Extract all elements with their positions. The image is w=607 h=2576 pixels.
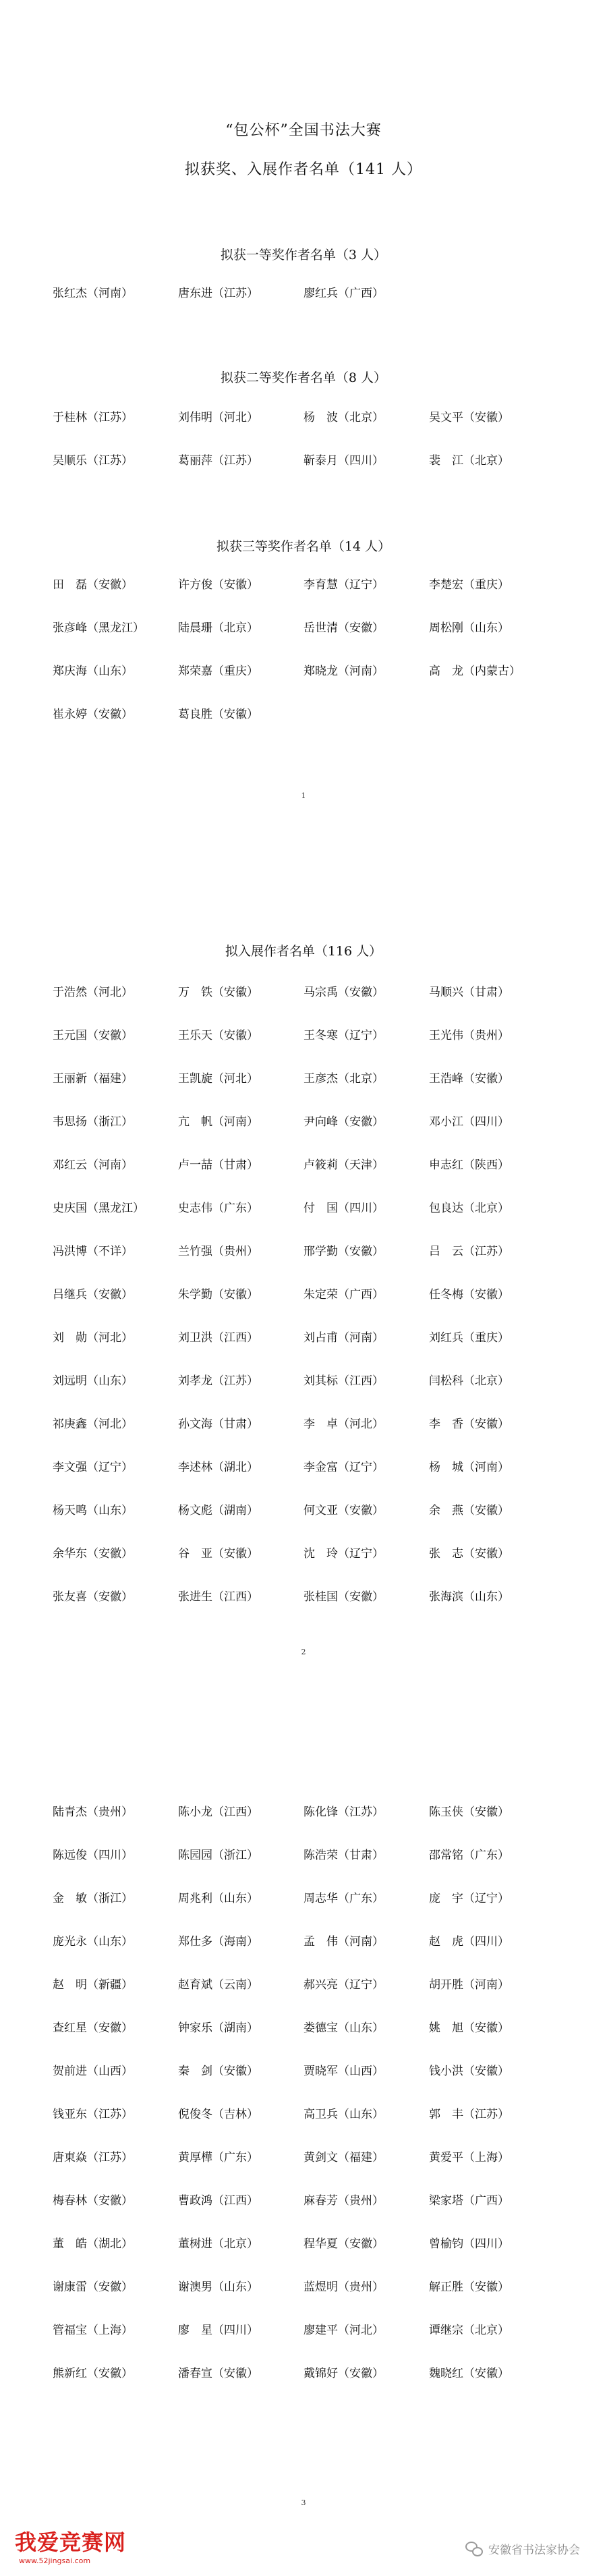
author-entry: 孙文海（甘肃） (178, 1418, 258, 1431)
author-entry: 钱亚东（江苏） (53, 2108, 133, 2121)
page-number: 1 (301, 791, 306, 800)
author-entry: 王浩峰（安徽） (429, 1072, 509, 1086)
author-entry: 梁家塔（广西） (429, 2194, 509, 2208)
author-entry: 韦思扬（浙江） (53, 1115, 133, 1129)
author-entry: 王光伟（贵州） (429, 1029, 509, 1042)
author-entry: 李述林（湖北） (178, 1461, 258, 1474)
author-entry: 邵常铭（广东） (429, 1849, 509, 1862)
author-entry: 杨文彪（湖南） (178, 1504, 258, 1517)
author-entry: 张进生（江西） (178, 1590, 258, 1604)
author-entry: 钱小洪（安徽） (429, 2065, 509, 2078)
author-entry: 卢筱莉（天津） (304, 1158, 384, 1172)
exhibition-heading: 拟入展作者名单（116 人） (225, 944, 382, 959)
author-entry: 吕 云（江苏） (429, 1245, 509, 1258)
author-entry: 陆青杰（贵州） (53, 1805, 133, 1819)
author-entry: 谭继宗（北京） (429, 2324, 509, 2337)
author-entry: 葛良胜（安徽） (178, 708, 258, 721)
author-entry: 刘 勋（河北） (53, 1331, 133, 1345)
author-entry: 陈化锋（江苏） (304, 1805, 384, 1819)
author-entry: 冯洪博（不详） (53, 1245, 133, 1258)
author-entry: 王元国（安徽） (53, 1029, 133, 1042)
author-entry: 谢康雷（安徽） (53, 2280, 133, 2294)
author-entry: 高 龙（内蒙古） (429, 665, 521, 678)
author-entry: 程华夏（安徽） (304, 2237, 384, 2251)
author-entry: 胡开胜（河南） (429, 1978, 509, 1992)
author-entry: 吴文平（安徽） (429, 411, 509, 424)
second-prize-heading: 拟获二等奖作者名单（8 人） (220, 370, 387, 385)
page-number: 2 (301, 1648, 306, 1656)
author-entry: 黄厚樺（广东） (178, 2151, 258, 2164)
author-entry: 张友喜（安徽） (53, 1590, 133, 1604)
author-entry: 陈玉侠（安徽） (429, 1805, 509, 1819)
author-entry: 杨 城（河南） (429, 1461, 509, 1474)
author-entry: 曾榆钧（四川） (429, 2237, 509, 2251)
author-entry: 申志红（陕西） (429, 1158, 509, 1172)
author-entry: 董 皓（湖北） (53, 2237, 133, 2251)
author-entry: 潘春宣（安徽） (178, 2367, 258, 2380)
author-entry: 张 志（安徽） (429, 1547, 509, 1561)
logo-url: www.52jingsai.com (19, 2556, 91, 2565)
author-entry: 许方俊（安徽） (178, 578, 258, 592)
author-entry: 陈远俊（四川） (53, 1849, 133, 1862)
author-entry: 田 磊（安徽） (53, 578, 133, 592)
author-entry: 何文亚（安徽） (304, 1504, 384, 1517)
author-entry: 崔永婷（安徽） (53, 708, 133, 721)
author-entry: 万 铁（安徽） (178, 986, 258, 999)
author-entry: 钟家乐（湖南） (178, 2021, 258, 2035)
author-entry: 刘远明（山东） (53, 1374, 133, 1388)
author-entry: 刘孝龙（江苏） (178, 1374, 258, 1388)
author-entry: 王乐天（安徽） (178, 1029, 258, 1042)
author-entry: 魏晓红（安徽） (429, 2367, 509, 2380)
author-entry: 王凯旋（河北） (178, 1072, 258, 1086)
first-prize-heading: 拟获一等奖作者名单（3 人） (220, 248, 387, 262)
author-entry: 郑晓龙（河南） (304, 665, 384, 678)
author-entry: 廖红兵（广西） (304, 287, 384, 300)
author-entry: 曹政鸿（江西） (178, 2194, 258, 2208)
author-entry: 廖建平（河北） (304, 2324, 384, 2337)
author-entry: 李育慧（辽宁） (304, 578, 384, 592)
author-entry: 谷 亚（安徽） (178, 1547, 258, 1561)
author-entry: 唐東焱（江苏） (53, 2151, 133, 2164)
author-entry: 周兆利（山东） (178, 1892, 258, 1905)
author-entry: 刘占甫（河南） (304, 1331, 384, 1345)
author-entry: 谢澳男（山东） (178, 2280, 258, 2294)
author-entry: 李楚宏（重庆） (429, 578, 509, 592)
site-logo (15, 2525, 126, 2565)
author-entry: 王彦杰（北京） (304, 1072, 384, 1086)
author-entry: 李 卓（河北） (304, 1418, 384, 1431)
logo-text: 我爱竞赛网 (15, 2529, 127, 2555)
author-entry: 秦 剑（安徽） (178, 2065, 258, 2078)
author-entry: 李 香（安徽） (429, 1418, 509, 1431)
author-entry: 郭 丰（江苏） (429, 2108, 509, 2121)
author-entry: 周志华（广东） (304, 1892, 384, 1905)
author-entry: 吕继兵（安徽） (53, 1288, 133, 1301)
author-entry: 于浩然（河北） (53, 986, 133, 999)
author-entry: 兰竹强（贵州） (178, 1245, 258, 1258)
author-entry: 娄德宝（山东） (304, 2021, 384, 2035)
author-entry: 任冬梅（安徽） (429, 1288, 509, 1301)
author-entry: 朱学勤（安徽） (178, 1288, 258, 1301)
author-entry: 陈小龙（江西） (178, 1805, 258, 1819)
author-entry: 陈浩荣（甘肃） (304, 1849, 384, 1862)
author-entry: 董树进（北京） (178, 2237, 258, 2251)
author-entry: 李文强（辽宁） (53, 1461, 133, 1474)
author-entry: 黄爱平（上海） (429, 2151, 509, 2164)
author-entry: 杨 波（北京） (304, 411, 384, 424)
author-entry: 闫松科（北京） (429, 1374, 509, 1388)
author-entry: 孟 伟（河南） (304, 1935, 384, 1949)
author-entry: 解正胜（安徽） (429, 2280, 509, 2294)
author-entry: 岳世清（安徽） (304, 621, 384, 635)
wechat-icon (465, 2542, 483, 2556)
author-entry: 杨天鸣（山东） (53, 1504, 133, 1517)
document-title: “包公杯”全国书法大赛 (225, 122, 382, 139)
wechat-watermark (465, 2540, 580, 2557)
author-entry: 赵育斌（云南） (178, 1978, 258, 1992)
author-entry: 刘红兵（重庆） (429, 1331, 509, 1345)
author-entry: 邓小江（四川） (429, 1115, 509, 1129)
author-entry: 尹向峰（安徽） (304, 1115, 384, 1129)
author-entry: 郑荣嘉（重庆） (178, 665, 258, 678)
author-entry: 马顺兴（甘肃） (429, 986, 509, 999)
author-entry: 史庆国（黑龙江） (53, 1202, 144, 1215)
author-entry: 葛丽萍（江苏） (178, 454, 258, 468)
author-entry: 余华东（安徽） (53, 1547, 133, 1561)
author-entry: 赵 明（新疆） (53, 1978, 133, 1992)
author-entry: 余 燕（安徽） (429, 1504, 509, 1517)
first-prize-list (53, 283, 538, 327)
author-entry: 庞光永（山东） (53, 1935, 133, 1949)
third-prize-heading: 拟获三等奖作者名单（14 人） (216, 539, 391, 554)
author-entry: 刘伟明（河北） (178, 411, 258, 424)
author-entry: 高卫兵（山东） (304, 2108, 384, 2121)
author-entry: 朱定荣（广西） (304, 1288, 384, 1301)
author-entry: 包良达（北京） (429, 1202, 509, 1215)
footer (0, 2513, 607, 2576)
author-entry: 邢学勤（安徽） (304, 1245, 384, 1258)
author-entry: 陈园园（浙江） (178, 1849, 258, 1862)
exhibition-list-page-3 (53, 1802, 538, 2407)
author-entry: 郝兴亮（辽宁） (304, 1978, 384, 1992)
author-entry: 亢 帆（河南） (178, 1115, 258, 1129)
author-entry: 沈 玲（辽宁） (304, 1547, 384, 1561)
author-entry: 卢一喆（甘肃） (178, 1158, 258, 1172)
author-entry: 查红星（安徽） (53, 2021, 133, 2035)
author-entry: 周松刚（山东） (429, 621, 509, 635)
author-entry: 裴 江（北京） (429, 454, 509, 468)
author-entry: 贺前进（山西） (53, 2065, 133, 2078)
author-entry: 吴顺乐（江苏） (53, 454, 133, 468)
page-number: 3 (301, 2498, 306, 2507)
author-entry: 邓红云（河南） (53, 1158, 133, 1172)
author-entry: 郑庆海（山东） (53, 665, 133, 678)
author-entry: 熊新红（安徽） (53, 2367, 133, 2380)
author-entry: 管福宝（上海） (53, 2324, 133, 2337)
author-entry: 张海滨（山东） (429, 1590, 509, 1604)
author-entry: 王丽新（福建） (53, 1072, 133, 1086)
author-entry: 张桂国（安徽） (304, 1590, 384, 1604)
author-entry: 倪俊冬（吉林） (178, 2108, 258, 2121)
author-entry: 张红杰（河南） (53, 287, 133, 300)
second-prize-list (53, 408, 538, 494)
exhibition-list-page-2 (53, 982, 538, 1630)
author-entry: 郑仕多（海南） (178, 1935, 258, 1949)
author-entry: 蓝煜明（贵州） (304, 2280, 384, 2294)
author-entry: 赵 虎（四川） (429, 1935, 509, 1949)
author-entry: 麻春芳（贵州） (304, 2194, 384, 2208)
author-entry: 刘卫洪（江西） (178, 1331, 258, 1345)
author-entry: 陆晨珊（北京） (178, 621, 258, 635)
author-entry: 廖 星（四川） (178, 2324, 258, 2337)
author-entry: 梅春林（安徽） (53, 2194, 133, 2208)
author-entry: 祁庚鑫（河北） (53, 1418, 133, 1431)
author-entry: 靳泰月（四川） (304, 454, 384, 468)
author-entry: 李金富（辽宁） (304, 1461, 384, 1474)
author-entry: 史志伟（广东） (178, 1202, 258, 1215)
watermark-text: 安徽省书法家协会 (488, 2544, 580, 2557)
document-subtitle: 拟获奖、入展作者名单（141 人） (185, 161, 422, 178)
author-entry: 张彦峰（黑龙江） (53, 621, 144, 635)
third-prize-list (53, 575, 538, 748)
author-entry: 金 敏（浙江） (53, 1892, 133, 1905)
author-entry: 戴锦好（安徽） (304, 2367, 384, 2380)
author-entry: 王冬寒（辽宁） (304, 1029, 384, 1042)
author-entry: 马宗禹（安徽） (304, 986, 384, 999)
author-entry: 黄剑文（福建） (304, 2151, 384, 2164)
author-entry: 姚 旭（安徽） (429, 2021, 509, 2035)
author-entry: 唐东进（江苏） (178, 287, 258, 300)
author-entry: 付 国（四川） (304, 1202, 384, 1215)
author-entry: 庞 宇（辽宁） (429, 1892, 509, 1905)
author-entry: 于桂林（江苏） (53, 411, 133, 424)
author-entry: 贾晓军（山西） (304, 2065, 384, 2078)
author-entry: 刘其标（江西） (304, 1374, 384, 1388)
